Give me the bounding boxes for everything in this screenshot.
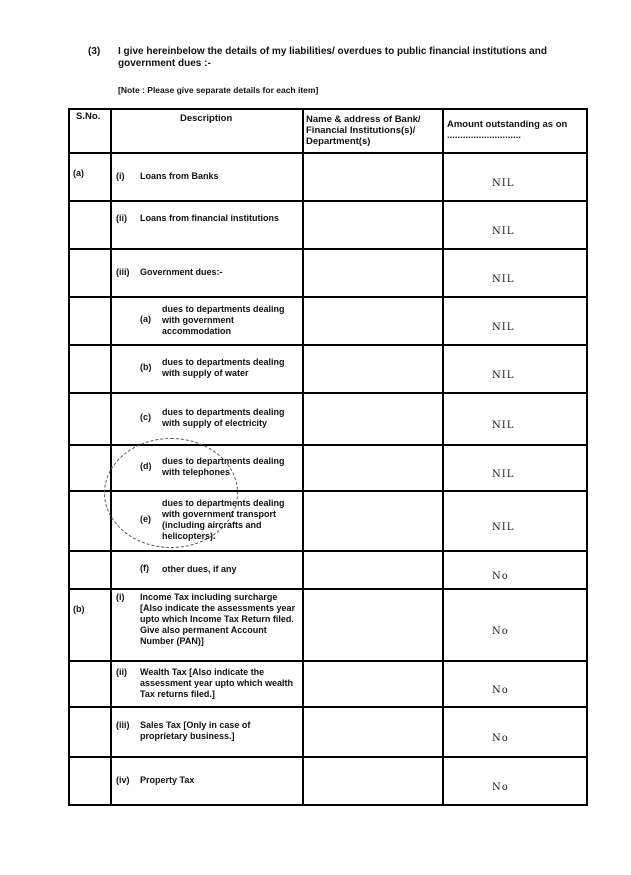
row-num: (iv) [116,774,130,785]
row-subnum: (e) [140,514,151,524]
row-amount: No [492,782,509,793]
row-description: dues to departments dealing with supply of water [162,357,285,378]
row-amount: No [492,685,509,696]
intro-text: I give hereinbelow the details of my liabilities/ overdues to public financial institutions and government dues :- [118,46,547,69]
row-description: Income Tax including surcharge [Also indicate the assessments year upto which Income Tax Return filed. Give also permanent Account Number (PAN)] [140,592,296,646]
row-num: (ii) [116,666,127,677]
header-bank: Name & address of Bank/ Financial Institutions(s)/ Department(s) [306,114,421,147]
row-description: dues to departments dealing with supply of electricity [162,407,285,428]
table-row-line [68,804,588,806]
table-row-line [68,660,588,662]
row-amount: No [492,626,509,637]
row-description: Wealth Tax [Also indicate the assessment year upto which wealth Tax returns filed.] [140,666,294,699]
note-text: [Note : Please give separate details for each item] [118,85,319,95]
table-row-line [68,344,588,346]
row-description: dues to departments dealing with telephones [162,456,285,477]
row-description: Loans from Banks [140,170,219,181]
row-amount: NIL [492,522,515,533]
row-description: Loans from financial institutions [140,213,280,223]
row-description: Sales Tax [Only in case of proprietary business.] [140,720,251,741]
header-description: Description [180,113,233,124]
row-amount: NIL [492,322,515,333]
row-num: (i) [116,592,125,602]
table-row-line [68,706,588,708]
table-col-line [110,108,112,804]
table-col-line [442,108,444,804]
row-description: dues to departments dealing with government transport (including aircrafts and helicopters). [162,498,285,541]
row-subnum: (f) [140,563,149,573]
row-amount: NIL [492,370,515,381]
row-description: Government dues:- [140,266,223,277]
table-row-line [68,296,588,298]
table-row-line [68,588,588,590]
table-col-line [586,108,588,804]
row-sno: (a) [73,168,84,178]
row-sno: (b) [73,604,85,614]
table-row-line [68,108,588,110]
table-col-line [302,108,304,804]
row-description: other dues, if any [162,563,237,574]
row-num: (iii) [116,266,130,277]
row-subnum: (a) [140,314,151,324]
row-num: (ii) [116,213,127,223]
table-row-line [68,248,588,250]
header-amount: Amount outstanding as on ............................ [447,119,568,141]
row-amount: No [492,733,509,744]
row-num: (i) [116,170,125,181]
item-number: (3) [88,46,101,57]
table-row-line [68,392,588,394]
row-subnum: (d) [140,461,152,471]
table-row-line [68,152,588,154]
table-col-line [68,108,70,804]
row-amount: NIL [492,469,515,480]
official-stamp [104,438,238,548]
row-amount: NIL [492,274,515,285]
row-amount: NIL [492,226,515,237]
row-subnum: (c) [140,412,151,422]
table-row-line [68,550,588,552]
row-description: Property Tax [140,774,195,785]
row-num: (iii) [116,720,130,730]
row-amount: NIL [492,178,515,189]
header-sno: S.No. [76,111,101,122]
row-amount: No [492,571,509,582]
row-amount: NIL [492,420,515,431]
table-row-line [68,200,588,202]
row-description: dues to departments dealing with government accommodation [162,303,285,336]
row-subnum: (b) [140,362,152,372]
table-row-line [68,756,588,758]
